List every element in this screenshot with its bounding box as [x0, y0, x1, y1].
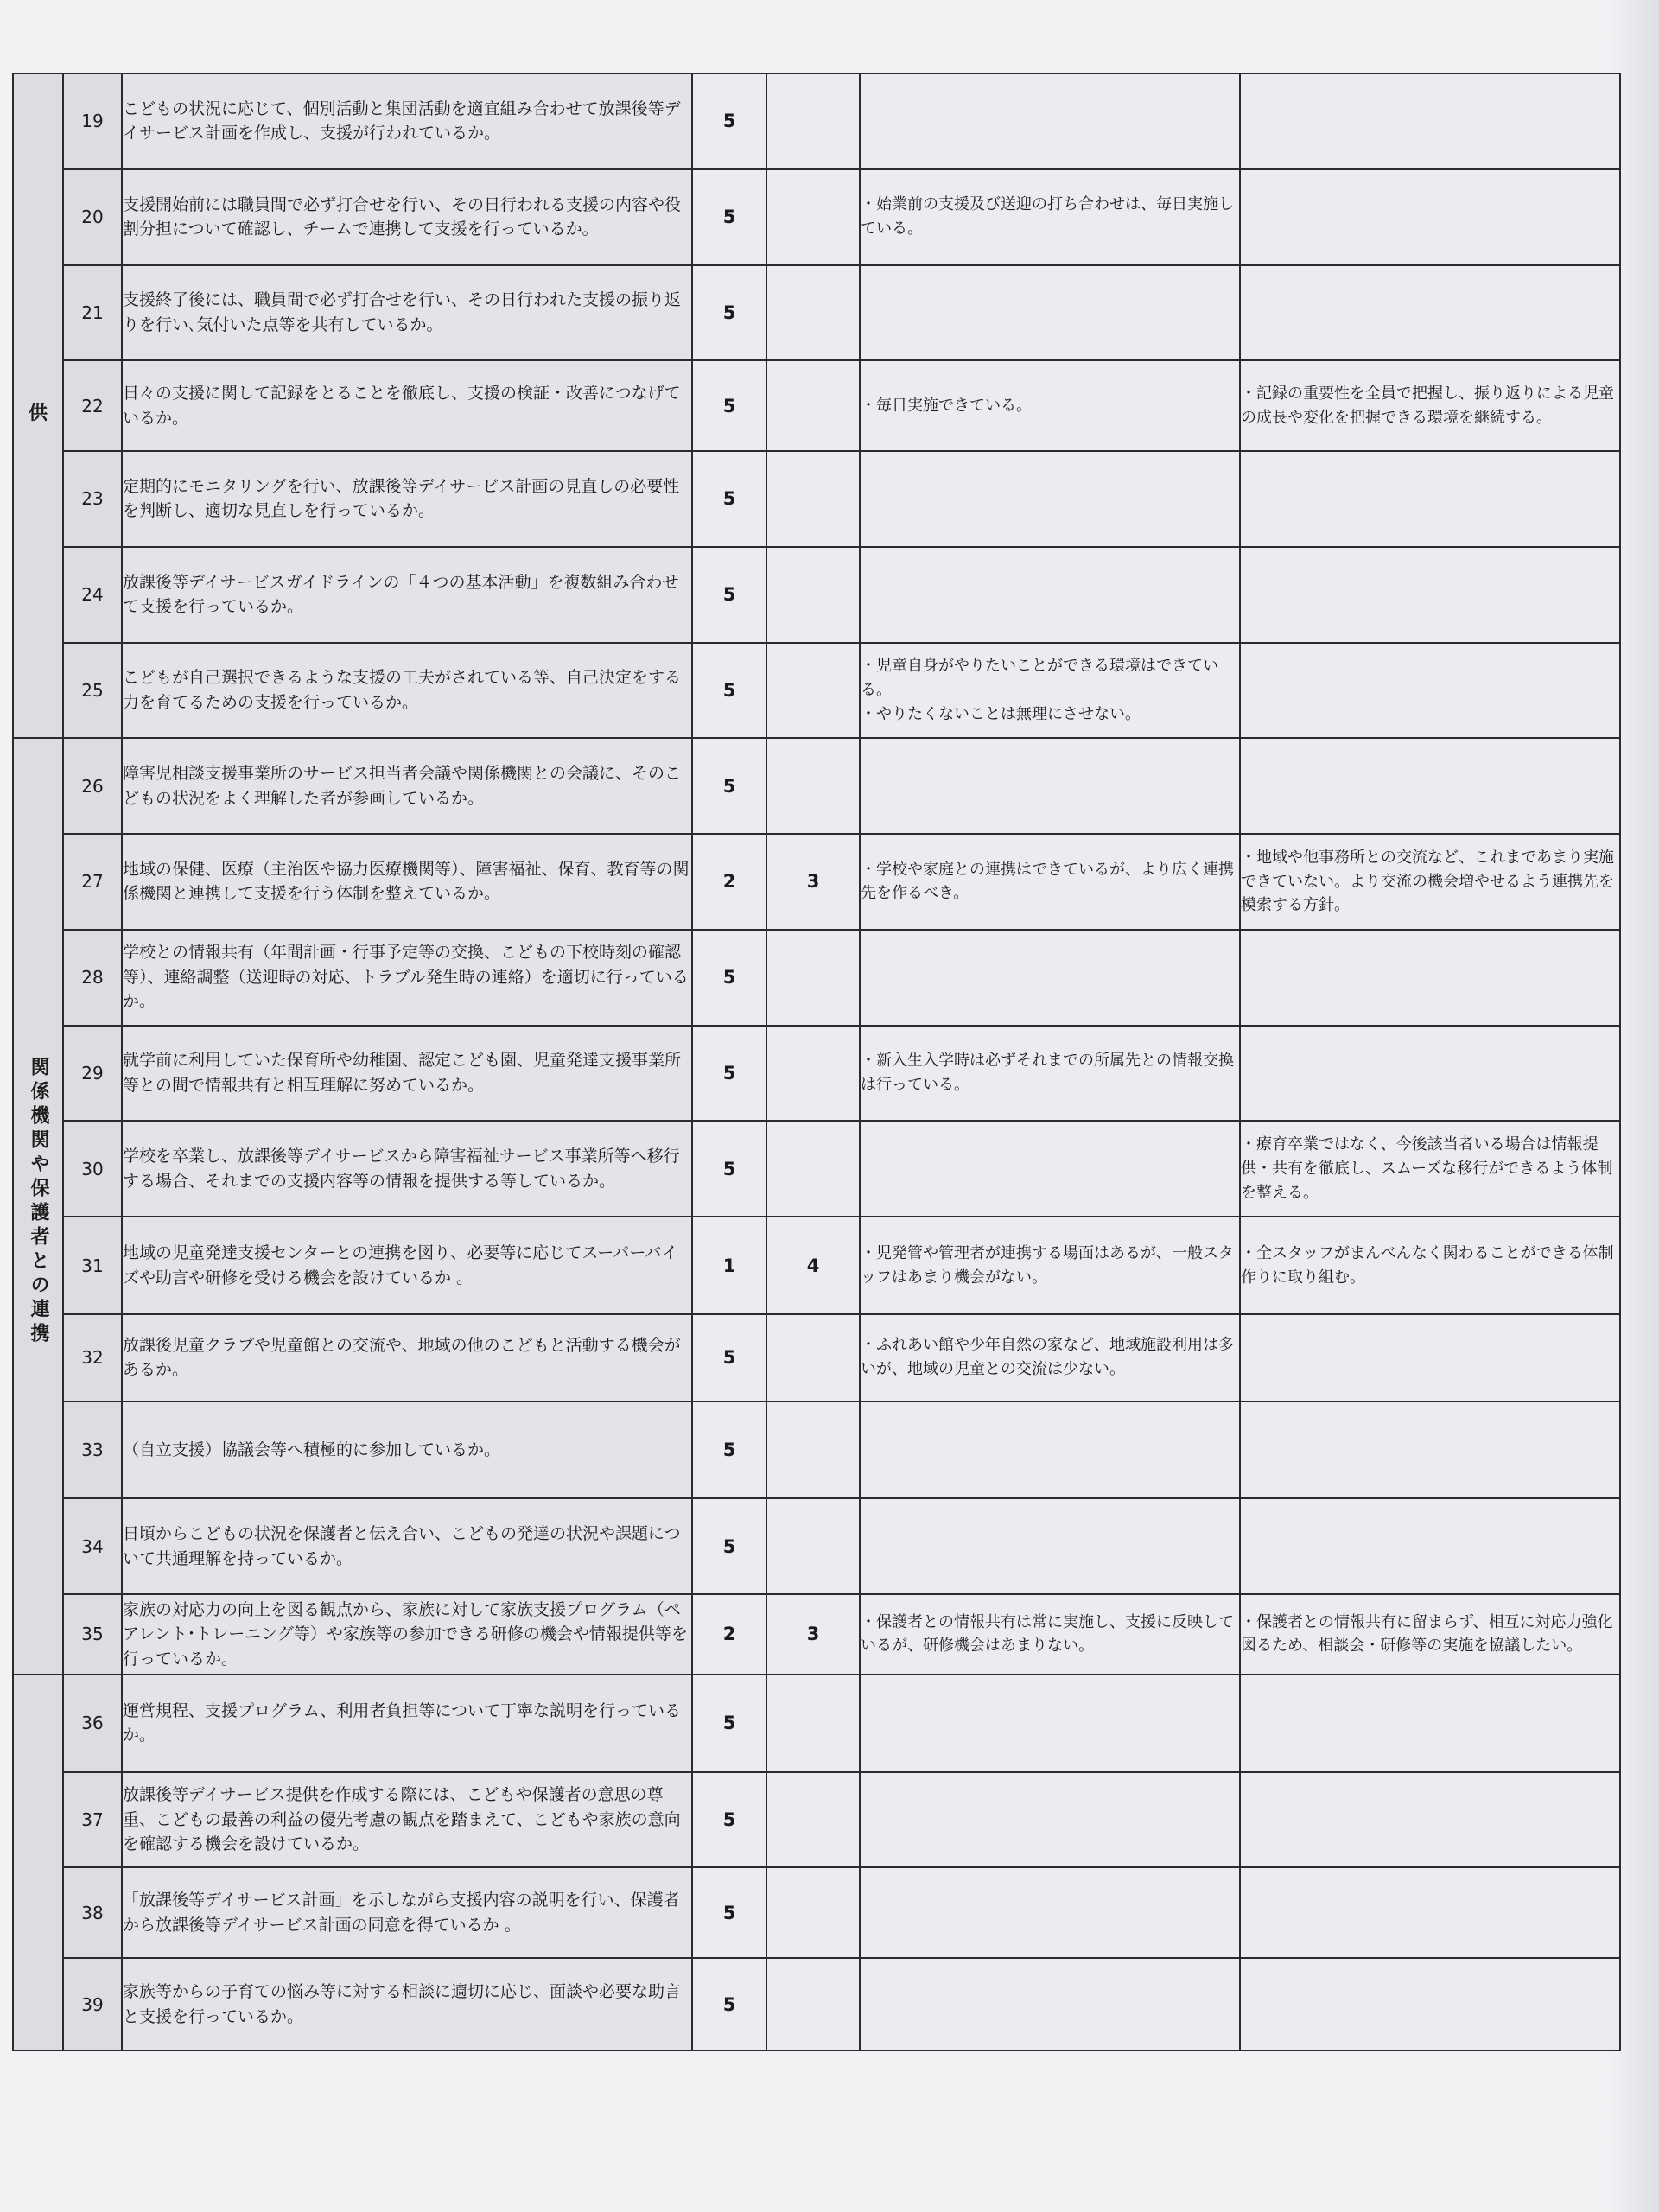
staff-comment — [860, 1675, 1240, 1772]
improvement-plan — [1240, 1498, 1620, 1594]
no-count — [766, 265, 860, 361]
no-count: 3 — [766, 834, 860, 930]
improvement-plan — [1240, 1675, 1620, 1772]
staff-comment — [860, 1772, 1240, 1868]
improvement-plan — [1240, 930, 1620, 1026]
table-row — [13, 1594, 1620, 1675]
staff-comment: ・保護者との情報共有は常に実施し、支援に反映しているが、研修機会はあまりない。 — [860, 1594, 1240, 1675]
question-text: 定期的にモニタリングを行い、放課後等デイサービス計画の見直しの必要性を判断し、適切な見直しを行っているか。 — [122, 451, 692, 547]
table-row — [13, 1675, 1620, 1772]
improvement-plan — [1240, 643, 1620, 739]
no-count — [766, 1772, 860, 1868]
table-row — [13, 738, 1620, 834]
evaluation-table — [12, 73, 1621, 2051]
yes-count: 5 — [692, 1402, 766, 1499]
staff-comment — [860, 451, 1240, 547]
staff-comment — [860, 1867, 1240, 1958]
question-text: 地域の保健、医療（主治医や協力医療機関等）、障害福祉、保育、教育等の関係機関と連携して支援を行う体制を整えているか。 — [122, 834, 692, 930]
question-text: こどもの状況に応じて、個別活動と集団活動を適宜組み合わせて放課後等デイサービス計画を作成し、支援が行われているか。 — [122, 73, 692, 169]
question-text: 放課後児童クラブや児童館との交流や、地域の他のこどもと活動する機会があるか。 — [122, 1314, 692, 1402]
staff-comment — [860, 1402, 1240, 1499]
table-row — [13, 1121, 1620, 1217]
item-number: 34 — [63, 1498, 122, 1594]
item-number: 27 — [63, 834, 122, 930]
improvement-plan — [1240, 738, 1620, 834]
yes-count: 5 — [692, 169, 766, 265]
no-count — [766, 1675, 860, 1772]
item-number: 32 — [63, 1314, 122, 1402]
table-row — [13, 1498, 1620, 1594]
no-count — [766, 738, 860, 834]
item-number: 21 — [63, 265, 122, 361]
item-number: 24 — [63, 547, 122, 643]
no-count — [766, 547, 860, 643]
improvement-plan — [1240, 451, 1620, 547]
category-cell-explanation — [13, 1675, 63, 2050]
question-text: 放課後等デイサービスガイドラインの「４つの基本活動」を複数組み合わせて支援を行っているか。 — [122, 547, 692, 643]
table-row — [13, 547, 1620, 643]
item-number: 36 — [63, 1675, 122, 1772]
item-number: 26 — [63, 738, 122, 834]
yes-count: 5 — [692, 1958, 766, 2050]
question-text: 支援終了後には、職員間で必ず打合せを行い、その日行われた支援の振り返りを行い､気付いた点等を共有しているか。 — [122, 265, 692, 361]
yes-count: 5 — [692, 360, 766, 451]
question-text: 就学前に利用していた保育所や幼稚園、認定こども園、児童発達支援事業所等との間で情報共有と相互理解に努めているか。 — [122, 1026, 692, 1122]
item-number: 33 — [63, 1402, 122, 1499]
question-text: 日頃からこどもの状況を保護者と伝え合い、こどもの発達の状況や課題について共通理解を持っているか。 — [122, 1498, 692, 1594]
improvement-plan — [1240, 169, 1620, 265]
table-row — [13, 1772, 1620, 1868]
yes-count: 5 — [692, 451, 766, 547]
improvement-plan — [1240, 1314, 1620, 1402]
no-count — [766, 930, 860, 1026]
question-text: 運営規程、支援プログラム、利用者負担等について丁寧な説明を行っているか。 — [122, 1675, 692, 1772]
improvement-plan — [1240, 1958, 1620, 2050]
improvement-plan — [1240, 1867, 1620, 1958]
table-row — [13, 265, 1620, 361]
staff-comment: ・ふれあい館や少年自然の家など、地域施設利用は多いが、地域の児童との交流は少ない。 — [860, 1314, 1240, 1402]
staff-comment — [860, 73, 1240, 169]
yes-count: 2 — [692, 834, 766, 930]
question-text: 学校との情報共有（年間計画・行事予定等の交換、こどもの下校時刻の確認等）、連絡調整（送迎時の対応、トラブル発生時の連絡）を適切に行っているか。 — [122, 930, 692, 1026]
item-number: 39 — [63, 1958, 122, 2050]
question-text: 放課後等デイサービス提供を作成する際には、こどもや保護者の意思の尊重、こどもの最善の利益の優先考慮の観点を踏まえて、こどもや家族の意向を確認する機会を設けているか。 — [122, 1772, 692, 1868]
category-label: 供 — [28, 402, 48, 424]
table-row — [13, 1958, 1620, 2050]
item-number: 31 — [63, 1217, 122, 1314]
yes-count: 5 — [692, 1314, 766, 1402]
item-number: 25 — [63, 643, 122, 739]
no-count: 4 — [766, 1217, 860, 1314]
item-number: 20 — [63, 169, 122, 265]
question-text: 家族等からの子育ての悩み等に対する相談に適切に応じ、面談や必要な助言と支援を行っているか。 — [122, 1958, 692, 2050]
staff-comment: ・始業前の支援及び送迎の打ち合わせは、毎日実施している。 — [860, 169, 1240, 265]
table-row — [13, 1402, 1620, 1499]
no-count — [766, 1026, 860, 1122]
table-row — [13, 1867, 1620, 1958]
no-count — [766, 1867, 860, 1958]
item-number: 29 — [63, 1026, 122, 1122]
yes-count: 5 — [692, 1498, 766, 1594]
yes-count: 2 — [692, 1594, 766, 1675]
yes-count: 5 — [692, 73, 766, 169]
no-count — [766, 1958, 860, 2050]
yes-count: 1 — [692, 1217, 766, 1314]
table-row — [13, 360, 1620, 451]
yes-count: 5 — [692, 930, 766, 1026]
yes-count: 5 — [692, 547, 766, 643]
improvement-plan: ・地域や他事務所との交流など、これまであまり実施できていない。より交流の機会増やせるよう連携先を模索する方針。 — [1240, 834, 1620, 930]
table-row — [13, 1217, 1620, 1314]
improvement-plan — [1240, 73, 1620, 169]
question-text: 地域の児童発達支援センターとの連携を図り、必要等に応じてスーパーバイズや助言や研修を受ける機会を設けているか 。 — [122, 1217, 692, 1314]
staff-comment: ・児童自身がやりたいことができる環境はできている。 ・やりたくないことは無理にさせない。 — [860, 643, 1240, 739]
yes-count: 5 — [692, 643, 766, 739]
table-row — [13, 451, 1620, 547]
staff-comment — [860, 547, 1240, 643]
staff-comment: ・毎日実施できている。 — [860, 360, 1240, 451]
question-text: 家族の対応力の向上を図る観点から、家族に対して家族支援プログラム（ペアレント･トレーニング等）や家族等の参加できる研修の機会や情報提供等を行っているか。 — [122, 1594, 692, 1675]
table-row — [13, 73, 1620, 169]
table-row — [13, 1026, 1620, 1122]
item-number: 35 — [63, 1594, 122, 1675]
question-text: 学校を卒業し、放課後等デイサービスから障害福祉サービス事業所等へ移行する場合、それまでの支援内容等の情報を提供する等しているか。 — [122, 1121, 692, 1217]
no-count — [766, 73, 860, 169]
improvement-plan — [1240, 1026, 1620, 1122]
item-number: 22 — [63, 360, 122, 451]
question-text: 障害児相談支援事業所のサービス担当者会議や関係機関との会議に、そのこどもの状況をよく理解した者が参画しているか。 — [122, 738, 692, 834]
table-row — [13, 643, 1620, 739]
item-number: 38 — [63, 1867, 122, 1958]
no-count — [766, 643, 860, 739]
table-row — [13, 834, 1620, 930]
staff-comment — [860, 265, 1240, 361]
staff-comment — [860, 1498, 1240, 1594]
improvement-plan: ・記録の重要性を全員で把握し、振り返りによる児童の成長や変化を把握できる環境を継続する。 — [1240, 360, 1620, 451]
category-cell-support — [13, 73, 63, 738]
yes-count: 5 — [692, 265, 766, 361]
item-number: 30 — [63, 1121, 122, 1217]
no-count — [766, 1314, 860, 1402]
improvement-plan — [1240, 1402, 1620, 1499]
improvement-plan: ・療育卒業ではなく、今後該当者いる場合は情報提供・共有を徹底し、スムーズな移行ができるよう体制を整える。 — [1240, 1121, 1620, 1217]
item-number: 23 — [63, 451, 122, 547]
no-count — [766, 451, 860, 547]
yes-count: 5 — [692, 1675, 766, 1772]
category-label: 関係機関や保護者との連携 — [28, 1056, 50, 1347]
staff-comment: ・新入生入学時は必ずそれまでの所属先との情報交換は行っている。 — [860, 1026, 1240, 1122]
item-number: 19 — [63, 73, 122, 169]
question-text: こどもが自己選択できるような支援の工夫がされている等、自己決定をする力を育てるための支援を行っているか。 — [122, 643, 692, 739]
no-count — [766, 1498, 860, 1594]
no-count — [766, 1402, 860, 1499]
staff-comment — [860, 930, 1240, 1026]
no-count: 3 — [766, 1594, 860, 1675]
table-body — [13, 73, 1620, 2050]
no-count — [766, 360, 860, 451]
staff-comment: ・児発管や管理者が連携する場面はあるが、一般スタッフはあまり機会がない。 — [860, 1217, 1240, 1314]
yes-count: 5 — [692, 738, 766, 834]
improvement-plan — [1240, 265, 1620, 361]
improvement-plan — [1240, 547, 1620, 643]
staff-comment — [860, 1121, 1240, 1217]
item-number: 37 — [63, 1772, 122, 1868]
category-cell-collaboration — [13, 738, 63, 1675]
no-count — [766, 1121, 860, 1217]
staff-comment — [860, 1958, 1240, 2050]
question-text: 「放課後等デイサービス計画」を示しながら支援内容の説明を行い、保護者から放課後等デイサービス計画の同意を得ているか 。 — [122, 1867, 692, 1958]
yes-count: 5 — [692, 1867, 766, 1958]
question-text: 日々の支援に関して記録をとることを徹底し、支援の検証・改善につなげているか。 — [122, 360, 692, 451]
staff-comment: ・学校や家庭との連携はできているが、より広く連携先を作るべき。 — [860, 834, 1240, 930]
staff-comment — [860, 738, 1240, 834]
yes-count: 5 — [692, 1026, 766, 1122]
question-text: （自立支援）協議会等へ積極的に参加しているか。 — [122, 1402, 692, 1499]
no-count — [766, 169, 860, 265]
yes-count: 5 — [692, 1121, 766, 1217]
improvement-plan — [1240, 1772, 1620, 1868]
table-row — [13, 169, 1620, 265]
table-row — [13, 930, 1620, 1026]
item-number: 28 — [63, 930, 122, 1026]
improvement-plan: ・保護者との情報共有に留まらず、相互に対応力強化図るため、相談会・研修等の実施を協議したい。 — [1240, 1594, 1620, 1675]
yes-count: 5 — [692, 1772, 766, 1868]
improvement-plan: ・全スタッフがまんべんなく関わることができる体制作りに取り組む。 — [1240, 1217, 1620, 1314]
question-text: 支援開始前には職員間で必ず打合せを行い、その日行われる支援の内容や役割分担について確認し、チームで連携して支援を行っているか。 — [122, 169, 692, 265]
table-row — [13, 1314, 1620, 1402]
